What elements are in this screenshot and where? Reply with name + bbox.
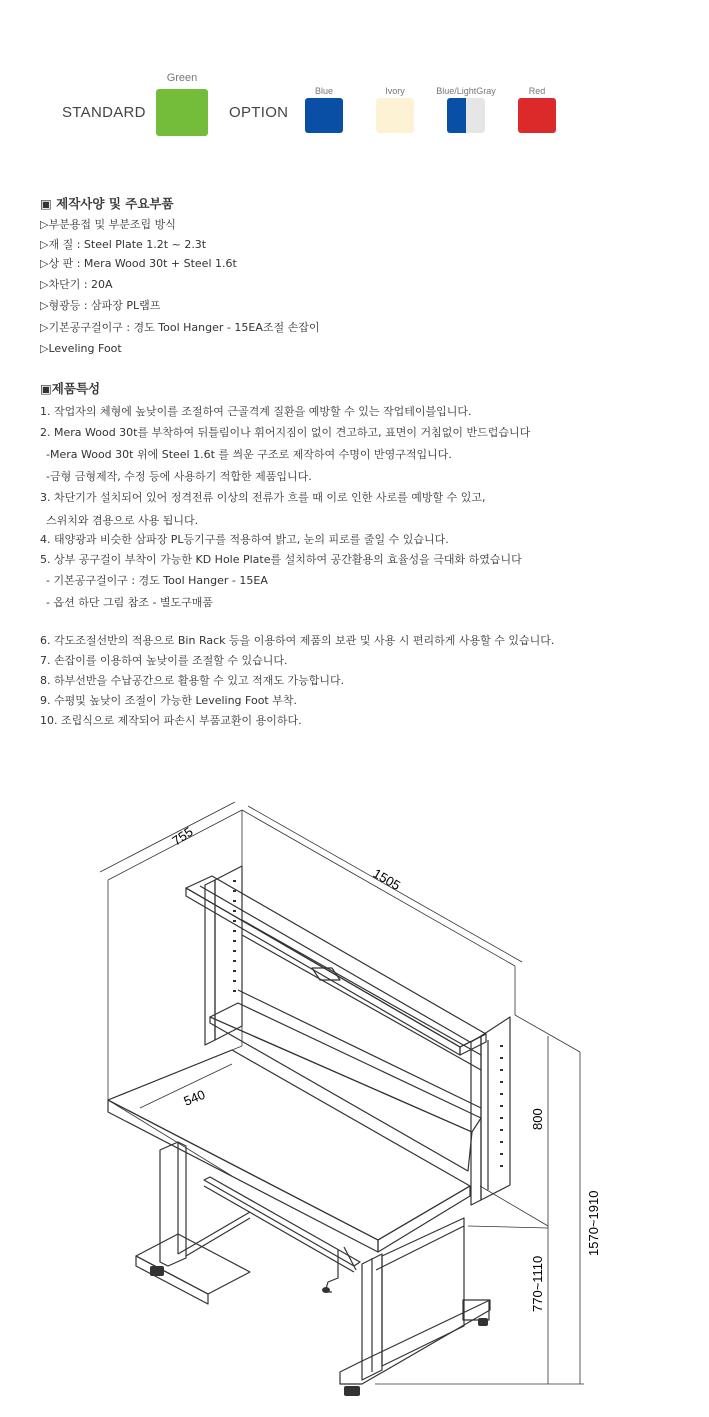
feature-line: 2. Mera Wood 30t를 부착하여 뒤틀림이나 휘어지짐이 없이 견고하고, 표면이 거침없이 반드럽습니다: [40, 426, 531, 439]
swatch-caption-ivory: Ivory: [385, 86, 405, 96]
spec-item: ▷상 판 : Mera Wood 30t + Steel 1.6t: [40, 257, 237, 270]
dim-width: 1505: [370, 865, 404, 894]
feature-line: 스위치와 겸용으로 사용 됩니다.: [46, 514, 199, 527]
spec-heading: ▣ 제작사양 및 주요부품: [40, 196, 174, 211]
feature-line: 1. 작업자의 체형에 높낮이를 조절하여 근골격계 질환을 예방할 수 있는 작업테이블입니다.: [40, 405, 472, 418]
feature-line: 8. 하부선반을 수납공간으로 활용할 수 있고 적재도 가능합니다.: [40, 674, 345, 687]
spec-item: ▷재 질 : Steel Plate 1.2t ~ 2.3t: [40, 238, 207, 251]
dim-depth: 755: [169, 823, 196, 849]
swatch-caption-green: Green: [166, 72, 198, 84]
feature-line: 10. 조립식으로 제작되어 파손시 부품교환이 용이하다.: [40, 714, 302, 727]
features-heading: ▣제품특성: [40, 381, 101, 396]
feature-line: -Mera Wood 30t 위에 Steel 1.6t 를 씌운 구조로 제작하여 수명이 반영구적입니다.: [46, 448, 452, 461]
feature-line: - 기본공구걸이구 : 경도 Tool Hanger - 15EA: [46, 574, 268, 587]
feature-line: -금형 금형제작, 수정 등에 사용하기 적합한 제품입니다.: [46, 470, 312, 483]
swatch-blue[interactable]: [305, 98, 343, 133]
feature-line: 3. 차단기가 설치되어 있어 정격전류 이상의 전류가 흐를 때 이로 인한 사로를 예방할 수 있고,: [40, 491, 486, 504]
swatch-green[interactable]: [156, 89, 208, 136]
option-label: OPTION: [229, 104, 289, 121]
swatch-caption-red: Red: [528, 86, 546, 96]
feature-line: 9. 수평및 높낮이 조절이 가능한 Leveling Foot 부착.: [40, 694, 297, 707]
feature-line: 6. 각도조절선반의 적용으로 Bin Rack 등을 이용하여 제품의 보관 및 사용 시 편리하게 사용할 수 있습니다.: [40, 634, 555, 647]
spec-item: ▷기본공구걸이구 : 경도 Tool Hanger - 15EA조절 손잡이: [40, 321, 320, 334]
dim-upper: 800: [530, 1108, 545, 1130]
swatch-ivory[interactable]: [376, 98, 414, 133]
spec-item: ▷차단기 : 20A: [40, 278, 113, 291]
spec-item: ▷형광등 : 삼파장 PL램프: [40, 299, 161, 312]
swatch-blue-lightgray[interactable]: [447, 98, 485, 133]
feature-line: 4. 태양광과 비슷한 삼파장 PL등기구를 적용하여 밝고, 눈의 피로를 줄일 수 있습니다.: [40, 533, 449, 546]
spec-item: ▷Leveling Foot: [40, 342, 122, 355]
dim-table: 770~1110: [530, 1255, 545, 1312]
dim-shelf: 540: [181, 1086, 208, 1109]
spec-item: ▷부분용접 및 부분조립 방식: [40, 218, 176, 231]
feature-line: 5. 상부 공구걸이 부착이 가능한 KD Hole Plate를 설치하여 공간활용의 효율성을 극대화 하였습니다: [40, 553, 522, 566]
workbench-drawing: [0, 780, 709, 1417]
swatch-red[interactable]: [518, 98, 556, 133]
swatch-caption-blue: Blue: [314, 86, 333, 96]
swatch-caption-blue-lightgray: Blue/LightGray: [436, 86, 496, 96]
dim-total: 1570~1910: [586, 1190, 601, 1256]
feature-line: 7. 손잡이를 이용하여 높낮이를 조절할 수 있습니다.: [40, 654, 288, 667]
feature-line: - 옵션 하단 그림 참조 - 별도구매품: [46, 596, 214, 609]
standard-label: STANDARD: [62, 104, 146, 121]
